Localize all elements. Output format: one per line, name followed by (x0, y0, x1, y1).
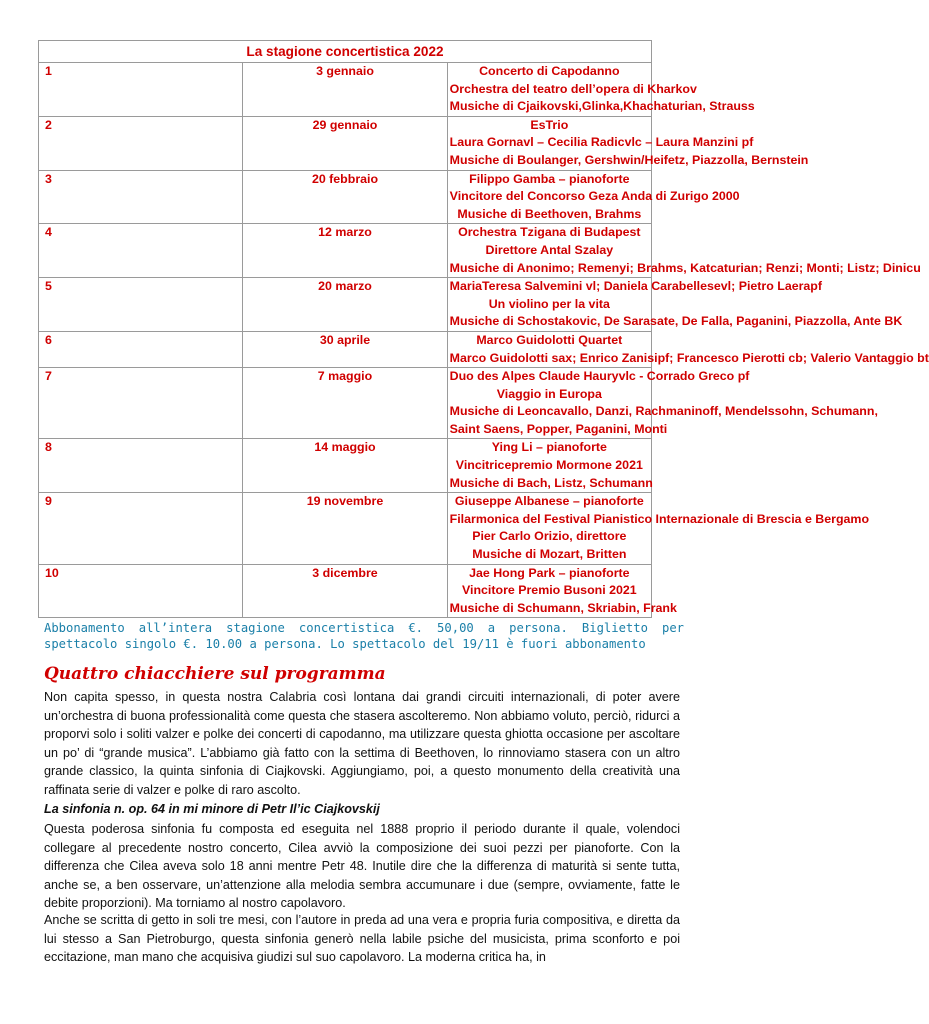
concert-description-line: Musiche di Schostakovic, De Sarasate, De Falla, Paganini, Piazzolla, Ante BK (449, 314, 903, 329)
paragraph-symphony: Questa poderosa sinfonia fu composta ed eseguita nel 1888 proprio il periodo durante il quale, volendoci collegare al precedente nostro concerto, Cilea avviò la composizione dei suoi pezzi per pianoforte. Con la differenza che Cilea aveva solo 18 anni mentre Petr 48. Inutile dire che la differenza di maturità si sente tutta, anche se, a ben osservare, un’attenzione alla melodia sembra accumunare i due (sempre, ovviamente, fatte le debite proporzioni). Ma torniamo al nostro capolavoro. (44, 822, 680, 910)
concert-row (39, 331, 652, 367)
concert-description-line: Duo des Alpes Claude Hauryvlc - Corrado Greco pf (449, 369, 750, 384)
concert-number: 9 (39, 493, 243, 564)
concert-date: 14 maggio (243, 439, 447, 493)
concert-description (447, 564, 677, 618)
concert-description (447, 170, 740, 224)
season-title-row (39, 41, 652, 63)
concert-description (447, 224, 921, 278)
concert-row (39, 439, 652, 493)
concert-description (447, 493, 870, 564)
concert-date: 19 novembre (243, 493, 447, 564)
season-table (38, 40, 929, 618)
concert-number: 8 (39, 439, 243, 493)
concert-number: 10 (39, 564, 243, 618)
concert-date: 3 gennaio (243, 63, 447, 117)
subscription-note: Abbonamento all’intera stagione concertistica €. 50,00 a persona. Biglietto per spettacolo singolo €. 10.00 a persona. Lo spettacolo del 19/11 è fuori abbonamento (44, 621, 684, 651)
section-title: Quattro chiacchiere sul programma (44, 664, 386, 684)
concert-description-line: Giuseppe Albanese – pianoforte (454, 494, 644, 509)
concert-description-line: Marco Guidolotti sax; Enrico Zanisipf; Francesco Pierotti cb; Valerio Vantaggio bt (449, 350, 929, 365)
concert-description (447, 63, 755, 117)
concert-description-line: Musiche di Leoncavallo, Danzi, Rachmaninoff, Mendelssohn, Schumann, (449, 404, 878, 419)
concert-description-line: Un violino per la vita (488, 296, 610, 311)
concert-description-line: EsTrio (530, 117, 569, 132)
concert-description-line: Musiche di Beethoven, Brahms (457, 206, 642, 221)
concert-description (447, 278, 903, 332)
concert-number: 5 (39, 278, 243, 332)
concert-description-line: Musiche di Bach, Listz, Schumann (449, 475, 653, 490)
concert-date: 20 febbraio (243, 170, 447, 224)
concert-date: 3 dicembre (243, 564, 447, 618)
symphony-subtitle: La sinfonia n. op. 64 in mi minore di Petr Il’ic Ciajkovskij (44, 802, 380, 816)
concert-description-line: Vincitore del Concorso Geza Anda di Zurigo 2000 (449, 189, 740, 204)
concert-description-line: Musiche di Mozart, Britten (472, 547, 627, 562)
concert-description-line: Musiche di Anonimo; Remenyi; Brahms, Katcaturian; Renzi; Monti; Listz; Dinicu (449, 260, 921, 275)
concert-date: 30 aprile (243, 331, 447, 367)
concert-description-line: Vincitricepremio Mormone 2021 (455, 458, 643, 473)
concert-description (447, 116, 809, 170)
concert-description-line: Orchestra del teatro dell’opera di Kharkov (449, 81, 697, 96)
concert-number: 4 (39, 224, 243, 278)
concert-description-line: Musiche di Cjaikovski,Glinka,Khachaturian, Strauss (449, 99, 755, 114)
concert-description-line: Ying Li – pianoforte (491, 440, 607, 455)
concert-number: 1 (39, 63, 243, 117)
concert-row (39, 493, 652, 564)
concert-date: 12 marzo (243, 224, 447, 278)
concert-description-line: Musiche di Boulanger, Gershwin/Heifetz, Piazzolla, Bernstein (449, 152, 809, 167)
concert-row (39, 564, 652, 618)
concert-number: 3 (39, 170, 243, 224)
concert-description-line: MariaTeresa Salvemini vl; Daniela Carabellesevl; Pietro Laerapf (449, 279, 823, 294)
concert-row (39, 170, 652, 224)
concert-description-line: Filippo Gamba – pianoforte (469, 171, 630, 186)
concert-description (447, 331, 929, 367)
concert-date: 29 gennaio (243, 116, 447, 170)
concert-description-line: Concerto di Capodanno (479, 64, 620, 78)
concert-description-line: Orchestra Tzigana di Budapest (458, 225, 641, 240)
concert-description-line: Direttore Antal Szalay (485, 242, 614, 257)
concert-description-line: Marco Guidolotti Quartet (476, 332, 623, 347)
concert-row (39, 368, 652, 439)
concert-description-line: Musiche di Schumann, Skriabin, Frank (449, 600, 677, 615)
concert-number: 7 (39, 368, 243, 439)
concert-description-line: Saint Saens, Popper, Paganini, Monti (449, 421, 668, 436)
concert-row (39, 63, 652, 117)
paragraph-intro: Non capita spesso, in questa nostra Calabria così lontana dai grandi circuiti internazionali, di poter avere un’orchestra di buona professionalità come questa che stasera ascolteremo. Non abbiamo voluto, perciò, ridurci a proporvi solo i soliti valzer e polke dei concerti di capodanno, ma utilizzare questa ghiotta occasione per ascoltare un po’ di “grande musica”. L’abbiamo già fatto con la settima di Beethoven, lo rinnoviamo stasera con un altro grande classico, la quinta sinfonia di Ciajkovski. Aggiungiamo, poi, a questo monumento della creatività una raffinata serie di valzer e polke di raro ascolto. (44, 690, 680, 797)
concert-date: 7 maggio (243, 368, 447, 439)
concert-number: 6 (39, 331, 243, 367)
concert-row (39, 278, 652, 332)
concert-description-line: Jae Hong Park – pianoforte (469, 565, 630, 580)
concert-description-line: Filarmonica del Festival Pianistico Internazionale di Brescia e Bergamo (449, 511, 870, 526)
concert-description-line: Pier Carlo Orizio, direttore (472, 529, 627, 544)
concert-row (39, 116, 652, 170)
concert-description-line: Viaggio in Europa (496, 386, 602, 401)
paragraph-continuation: Anche se scritta di getto in soli tre mesi, con l’autore in preda ad una vera e propria furia compositiva, e diretta da lui stesso a San Pietroburgo, questa sinfonia generò nella labile psiche del musicista, prima sconforto e poi eccitazione, man mano che acquisiva giudizi sul suo capolavoro. La moderna critica ha, in (44, 913, 680, 964)
concert-description-line: Laura Gornavl – Cecilia Radicvlc – Laura Manzini pf (449, 135, 754, 150)
concert-number: 2 (39, 116, 243, 170)
season-title: La stagione concertistica 2022 (39, 41, 652, 63)
concert-row (39, 224, 652, 278)
concert-date: 20 marzo (243, 278, 447, 332)
concert-description (447, 368, 878, 439)
concert-description (447, 439, 651, 493)
concert-description-line: Vincitore Premio Busoni 2021 (461, 583, 637, 598)
